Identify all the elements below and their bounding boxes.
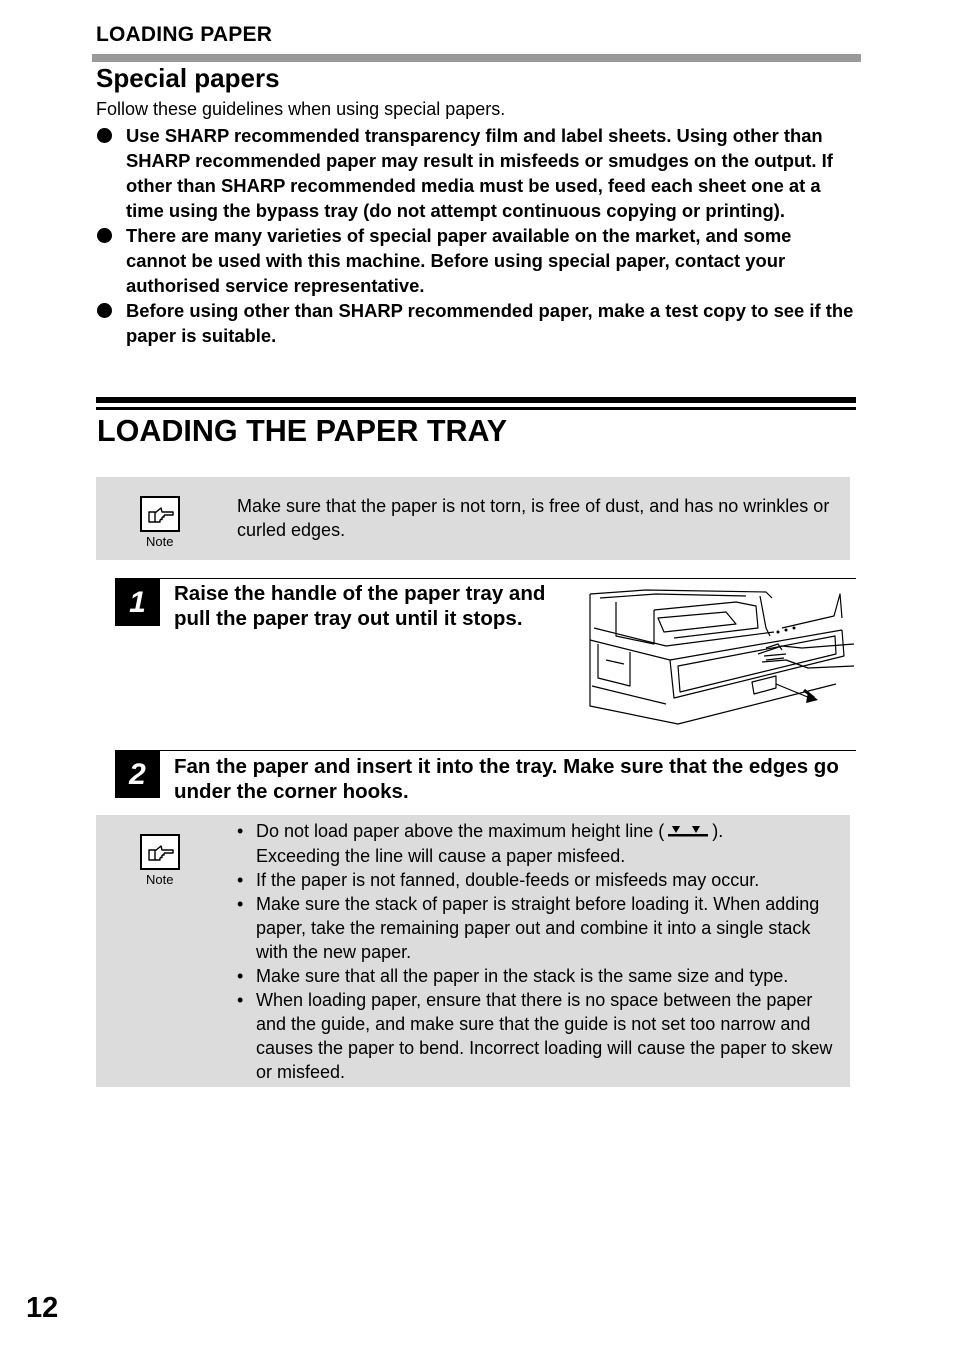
list-item: • Make sure the stack of paper is straight before loading it. When adding paper, take the remaining paper out and combine it into a single stack with the new paper. (237, 894, 820, 963)
page-number: 12 (26, 1292, 59, 1324)
bullet-icon: • (237, 821, 244, 841)
special-papers-intro: Follow these guidelines when using special papers. (96, 99, 506, 119)
bullet-icon: • (237, 894, 244, 915)
pointing-hand-icon (140, 834, 180, 870)
pointing-hand-icon (140, 496, 180, 532)
step-2-text: Fan the paper and insert it into the tray. Make sure that the edges go under the corner hooks. (174, 755, 839, 803)
special-papers-title: Special papers (96, 63, 280, 93)
note-text: Make sure that the paper is not torn, is free of dust, and has no wrinkles or curled edges. (237, 496, 830, 540)
bullet-icon: • (237, 966, 244, 987)
copier-tray-illustration (586, 588, 856, 733)
list-item: There are many varieties of special paper available on the market, and some cannot be used with this machine. Before using special paper, contact your authorised service representative. (96, 223, 856, 298)
title-rule-thin (96, 407, 856, 410)
list-item: Use SHARP recommended transparency film and label sheets. Using other than SHARP recommended paper may result in misfeeds or smudges on the output. If other than SHARP recommended media must be used, feed each sheet one at a time using the bypass tray (do not attempt continuous copying or printing). (96, 123, 856, 223)
page-title: LOADING THE PAPER TRAY (97, 414, 508, 448)
title-rule-thick (96, 397, 856, 403)
step-1-text: Raise the handle of the paper tray and pull the paper tray out until it stops. (174, 582, 546, 630)
list-item: Before using other than SHARP recommended paper, make a test copy to see if the paper is suitable. (96, 298, 856, 348)
list-item: • Make sure that all the paper in the stack is the same size and type. (237, 966, 789, 987)
bullet-icon (97, 303, 112, 318)
note-box-1 (96, 477, 850, 560)
max-height-line-icon (668, 820, 708, 844)
step-2-number: 2 (115, 751, 160, 798)
note-label: Note (146, 872, 174, 887)
bullet-icon (97, 128, 112, 143)
header-rule (92, 54, 861, 62)
note-label: Note (146, 534, 174, 549)
bullet-icon: • (237, 990, 244, 1011)
step-2-rule (115, 750, 856, 751)
bullet-icon: • (237, 870, 244, 891)
list-item: • Do not load paper above the maximum height line ( ). Exceeding the line will cause a paper misfeed. (237, 821, 724, 867)
note-list (237, 819, 843, 1084)
list-item: • If the paper is not fanned, double-feeds or misfeeds may occur. (237, 870, 760, 891)
special-papers-list (96, 123, 856, 348)
section-label: LOADING PAPER (96, 23, 273, 46)
note-box-2 (96, 815, 850, 1087)
step-1-number: 1 (115, 579, 160, 626)
bullet-icon (97, 228, 112, 243)
step-1-rule (115, 578, 856, 579)
list-item: • When loading paper, ensure that there is no space between the paper and the guide, and make sure that the guide is not set too narrow and causes the paper to bend. Incorrect loading will cause the paper to skew or misfeed. (237, 990, 833, 1083)
